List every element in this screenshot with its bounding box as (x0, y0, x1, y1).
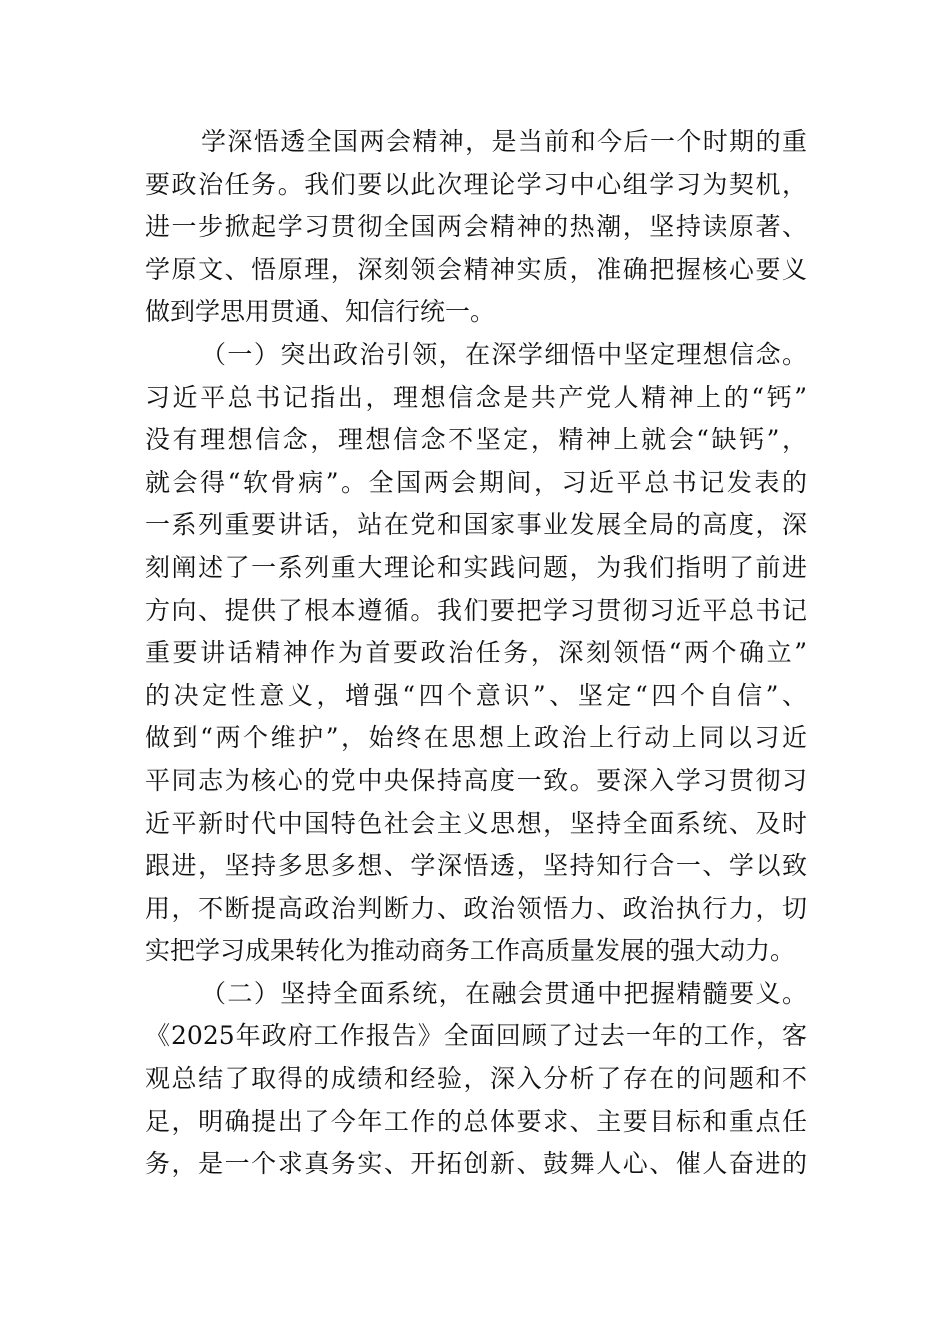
text-line: 跟进，坚持多思多想、学深悟透，坚持知行合一、学以致 (145, 851, 807, 881)
text-line: 实把学习成果转化为推动商务工作高质量发展的强大动力。 (145, 936, 796, 966)
text-line: 重要讲话精神作为首要政治任务，深刻领悟“两个确立” (145, 638, 807, 668)
text-line: 用，不断提高政治判断力、政治领悟力、政治执行力，切 (145, 893, 807, 923)
text-line: 要政治任务。我们要以此次理论学习中心组学习为契机， (145, 169, 807, 199)
body-text (145, 121, 807, 1186)
text-line: 一系列重要讲话，站在党和国家事业发展全局的高度，深 (145, 510, 807, 540)
text-line: 做到“两个维护”，始终在思想上政治上行动上同以习近 (145, 723, 807, 753)
text-line: （一）突出政治引领，在深学细悟中坚定理想信念。 (201, 339, 807, 369)
text-line: 就会得“软骨病”。全国两会期间，习近平总书记发表的 (145, 467, 807, 497)
text-line: 方向、提供了根本遵循。我们要把学习贯彻习近平总书记 (145, 595, 807, 625)
text-line: 的决定性意义，增强“四个意识”、坚定“四个自信”、 (145, 680, 807, 710)
text-line: 做到学思用贯通、知信行统一。 (145, 297, 496, 327)
text-line: 《2025年政府工作报告》全面回顾了过去一年的工作，客 (145, 1021, 807, 1051)
text-line: 刻阐述了一系列重大理论和实践问题，为我们指明了前进 (145, 552, 807, 582)
text-line: 务，是一个求真务实、开拓创新、鼓舞人心、催人奋进的 (145, 1149, 807, 1179)
text-line: 进一步掀起学习贯彻全国两会精神的热潮，坚持读原著、 (145, 212, 807, 242)
text-line: 学原文、悟原理，深刻领会精神实质，准确把握核心要义 (145, 254, 807, 284)
text-line: 学深悟透全国两会精神，是当前和今后一个时期的重 (201, 127, 807, 156)
text-line: 没有理想信念，理想信念不坚定，精神上就会“缺钙”， (145, 425, 807, 455)
text-line: 习近平总书记指出，理想信念是共产党人精神上的“钙” (145, 382, 807, 412)
text-line: 近平新时代中国特色社会主义思想，坚持全面系统、及时 (145, 808, 807, 838)
text-line: 足，明确提出了今年工作的总体要求、主要目标和重点任 (145, 1106, 807, 1136)
text-line: 观总结了取得的成绩和经验，深入分析了存在的问题和不 (145, 1064, 807, 1094)
text-line: （二）坚持全面系统，在融会贯通中把握精髓要义。 (201, 978, 807, 1008)
text-line: 平同志为核心的党中央保持高度一致。要深入学习贯彻习 (145, 765, 807, 795)
